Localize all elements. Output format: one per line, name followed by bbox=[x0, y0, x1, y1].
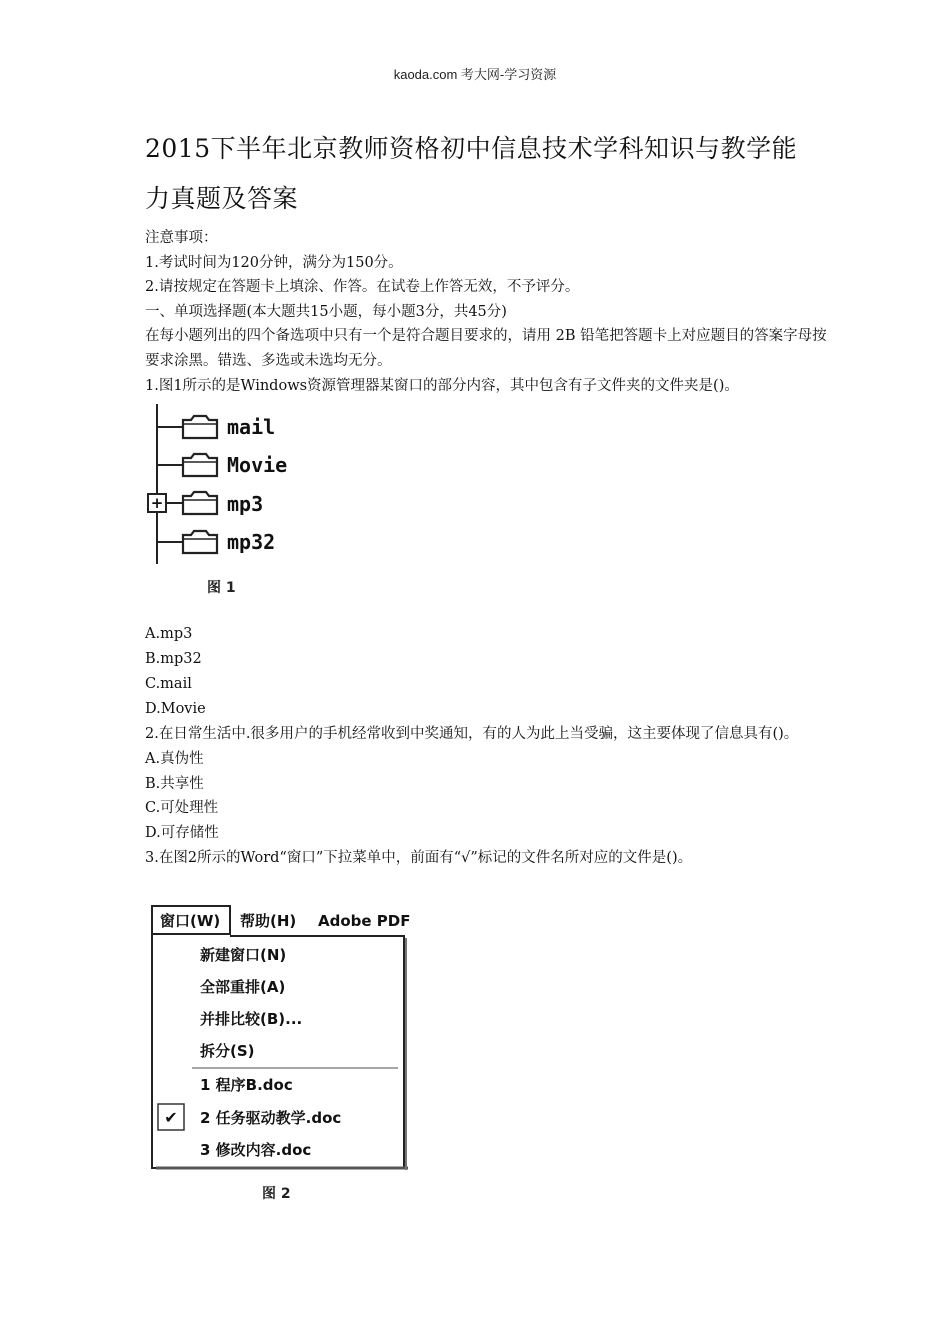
note-1: 1.考试时间为120分钟，满分为150分。 bbox=[145, 254, 403, 271]
exam-intro bbox=[145, 226, 835, 398]
page-title-line1: 2015下半年北京教师资格初中信息技术学科知识与教学能 bbox=[145, 134, 798, 163]
folder-label-mp3: mp3 bbox=[227, 492, 264, 516]
question-2-block bbox=[145, 722, 835, 871]
recent-file-2[interactable]: 2 任务驱动教学.doc bbox=[200, 1109, 342, 1127]
menu-dropdown-border bbox=[152, 934, 404, 1168]
figure-2-caption: 图 2 bbox=[262, 1186, 291, 1202]
figure-1-folder-tree bbox=[145, 402, 315, 602]
menubar-adobe-pdf[interactable]: Adobe PDF bbox=[318, 912, 411, 930]
instruction-text: 在每小题列出的四个备选项中只有一个是符合题目要求的，请用 2B 铅笔把答题卡上对应题目的答案字母按要求涂黑。错选、多选或未选均无分。 bbox=[145, 328, 827, 369]
folder-label-movie: Movie bbox=[227, 453, 288, 477]
option-b: B.mp32 bbox=[145, 651, 202, 667]
recent-file-1[interactable]: 1 程序B.doc bbox=[200, 1076, 293, 1094]
option-d: D.可存储性 bbox=[145, 825, 219, 842]
page-header: kaoda.com 考大网-学习资源 bbox=[393, 67, 557, 82]
folder-icon bbox=[183, 454, 217, 476]
folder-label-mp32: mp32 bbox=[227, 530, 276, 554]
section-heading: 一、单项选择题(本大题共15小题，每小题3分，共45分) bbox=[145, 303, 507, 320]
notes-heading: 注意事项： bbox=[145, 230, 218, 246]
menu-item-compare[interactable]: 并排比较(B)... bbox=[200, 1010, 303, 1028]
question-3: 3.在图2所示的Word“窗口”下拉菜单中，前面有“√”标记的文件名所对应的文件是()。 bbox=[145, 849, 693, 866]
question-1: 1.图1所示的是Windows资源管理器某窗口的部分内容，其中包含有子文件夹的文件夹是()。 bbox=[145, 377, 739, 394]
menubar-help[interactable]: 帮助(H) bbox=[240, 912, 297, 930]
option-c: C.mail bbox=[145, 676, 192, 692]
option-c: C.可处理性 bbox=[145, 800, 219, 817]
option-b: B.共享性 bbox=[145, 775, 204, 792]
menubar-window[interactable]: 窗口(W) bbox=[160, 912, 221, 930]
option-d: D.Movie bbox=[145, 701, 206, 717]
check-mark-icon: ✔ bbox=[164, 1108, 178, 1127]
page-title-line2: 力真题及答案 bbox=[145, 184, 299, 213]
figure-2-word-menu bbox=[148, 902, 418, 1207]
menu-item-new-window[interactable]: 新建窗口(N) bbox=[200, 946, 287, 964]
expand-plus-icon[interactable] bbox=[148, 494, 166, 512]
menu-item-split[interactable]: 拆分(S) bbox=[200, 1042, 255, 1060]
folder-icon bbox=[183, 531, 217, 553]
note-2: 2.请按规定在答题卡上填涂、作答。在试卷上作答无效，不予评分。 bbox=[145, 279, 580, 296]
option-a: A.mp3 bbox=[145, 626, 193, 642]
question-2: 2.在日常生活中.很多用户的手机经常收到中奖通知，有的人为此上当受骗，这主要体现了信息具有()。 bbox=[145, 726, 799, 742]
folder-label-mail: mail bbox=[227, 415, 276, 439]
option-a: A.真伪性 bbox=[145, 750, 204, 767]
menu-item-arrange-all[interactable]: 全部重排(A) bbox=[200, 978, 286, 996]
figure-1-caption: 图 1 bbox=[207, 580, 236, 596]
question-1-options bbox=[145, 622, 206, 722]
recent-file-3[interactable]: 3 修改内容.doc bbox=[200, 1141, 312, 1159]
folder-icon bbox=[183, 416, 217, 438]
expand-symbol: + bbox=[150, 494, 164, 512]
folder-icon bbox=[183, 492, 217, 514]
